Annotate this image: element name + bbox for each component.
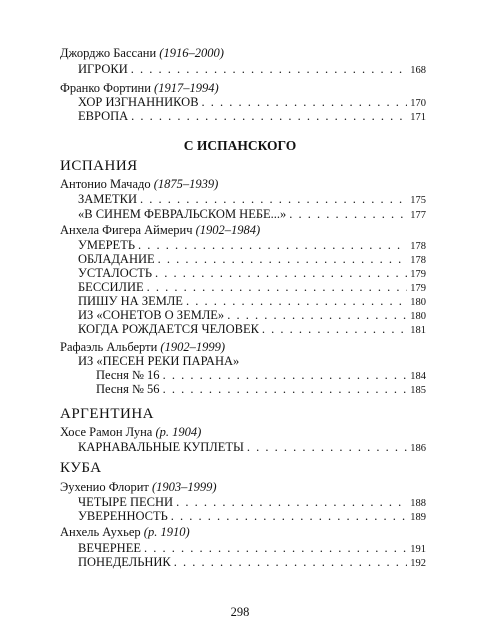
author-dates: (1903–1999) <box>152 480 217 494</box>
entry-title: ЧЕТЫРЕ ПЕСНИ <box>78 495 174 509</box>
toc-entry <box>78 555 426 571</box>
entry-page: 191 <box>410 544 426 555</box>
entry-title: ОБЛАДАНИЕ <box>78 252 155 266</box>
author-line <box>60 223 260 237</box>
entry-page: 188 <box>410 498 426 509</box>
entry-title: ИЗ «СОНЕТОВ О ЗЕМЛЕ» <box>78 308 225 322</box>
toc-entry <box>96 382 426 398</box>
entry-title: ИГРОКИ <box>78 62 128 76</box>
entry-page: 192 <box>410 558 426 569</box>
leader-dots <box>140 192 407 206</box>
entry-page: 178 <box>410 255 426 266</box>
leader-dots <box>227 308 407 322</box>
entry-title: ПОНЕДЕЛЬНИК <box>78 555 171 569</box>
toc-entry <box>78 62 426 78</box>
author-line <box>60 480 217 494</box>
leader-dots <box>163 382 408 396</box>
entry-title: ЗАМЕТКИ <box>78 192 138 206</box>
entry-title: БЕССИЛИЕ <box>78 280 144 294</box>
entry-page: 184 <box>410 371 426 382</box>
section-title: С ИСПАНСКОГО <box>183 138 297 153</box>
toc-group-title: ИЗ «ПЕСЕН РЕКИ ПАРАНА» <box>78 354 240 368</box>
author-name: Франко Фортини <box>60 81 151 95</box>
author-dates: (1902–1984) <box>195 223 261 237</box>
entry-title: ПИШУ НА ЗЕМЛЕ <box>78 294 183 308</box>
country-heading: АРГЕНТИНА <box>60 406 155 422</box>
leader-dots <box>202 95 408 109</box>
entry-page: 179 <box>410 283 426 294</box>
entry-title: КОГДА РОЖДАЕТСЯ ЧЕЛОВЕК <box>78 322 259 336</box>
leader-dots <box>158 252 408 266</box>
leader-dots <box>147 280 408 294</box>
leader-dots <box>262 322 407 336</box>
entry-title: Песня № 16 <box>96 368 160 382</box>
entry-page: 170 <box>410 98 426 109</box>
leader-dots <box>155 266 407 280</box>
author-name: Эухенио Флорит <box>60 480 149 494</box>
entry-title: «В СИНЕМ ФЕВРАЛЬСКОМ НЕБЕ...» <box>78 207 287 221</box>
toc-entry <box>78 207 426 223</box>
author-name: Анхель Аухьер <box>60 525 141 539</box>
entry-title: ВЕЧЕРНЕЕ <box>78 541 141 555</box>
entry-page: 171 <box>410 112 426 123</box>
entry-page: 181 <box>410 325 426 336</box>
leader-dots <box>176 495 407 509</box>
leader-dots <box>171 509 407 523</box>
entry-page: 177 <box>410 210 426 221</box>
author-name: Рафаэль Альберти <box>60 340 158 354</box>
leader-dots <box>163 368 408 382</box>
author-name: Хосе Рамон Луна <box>60 425 153 439</box>
entry-title: Песня № 56 <box>96 382 160 396</box>
toc-entry <box>78 509 426 525</box>
toc-entry <box>78 440 426 456</box>
author-line <box>60 425 201 439</box>
author-dates: (р. 1904) <box>155 425 202 439</box>
entry-title: ХОР ИЗГНАННИКОВ <box>78 95 199 109</box>
author-dates: (1917–1994) <box>154 81 219 95</box>
leader-dots <box>138 238 407 252</box>
author-name: Антонио Мачадо <box>60 177 151 191</box>
country-heading: КУБА <box>60 460 102 476</box>
entry-title: УСТАЛОСТЬ <box>78 266 153 280</box>
entry-page: 179 <box>410 269 426 280</box>
toc-entry <box>78 109 426 125</box>
leader-dots <box>247 440 407 454</box>
toc-entry <box>78 322 426 338</box>
author-dates: (1875–1939) <box>153 177 219 191</box>
author-dates: (р. 1910) <box>143 525 190 539</box>
author-dates: (1916–2000) <box>159 46 224 60</box>
entry-title: УМЕРЕТЬ <box>78 238 136 252</box>
entry-page: 180 <box>410 311 426 322</box>
entry-page: 186 <box>410 443 426 454</box>
entry-title: ЕВРОПА <box>78 109 129 123</box>
entry-page: 168 <box>410 65 426 76</box>
entry-title: УВЕРЕННОСТЬ <box>78 509 168 523</box>
author-line <box>60 340 225 354</box>
entry-page: 185 <box>410 385 426 396</box>
author-line <box>60 177 218 191</box>
toc-entry <box>78 192 426 208</box>
entry-page: 180 <box>410 297 426 308</box>
entry-title: КАРНАВАЛЬНЫЕ КУПЛЕТЫ <box>78 440 244 454</box>
page-number: 298 <box>230 605 250 619</box>
leader-dots <box>131 109 407 123</box>
leader-dots <box>289 207 407 221</box>
leader-dots <box>144 541 407 555</box>
leader-dots <box>131 62 408 76</box>
author-name: Джорджо Бассани <box>60 46 157 60</box>
leader-dots <box>186 294 407 308</box>
author-dates: (1902–1999) <box>160 340 225 354</box>
author-line <box>60 525 190 539</box>
author-line <box>60 81 219 95</box>
entry-page: 175 <box>410 195 426 206</box>
entry-page: 189 <box>410 512 426 523</box>
leader-dots <box>174 555 407 569</box>
author-name: Анхела Фигера Аймерич <box>60 223 193 237</box>
author-line <box>60 46 224 60</box>
entry-page: 178 <box>410 241 426 252</box>
country-heading: ИСПАНИЯ <box>60 158 138 174</box>
